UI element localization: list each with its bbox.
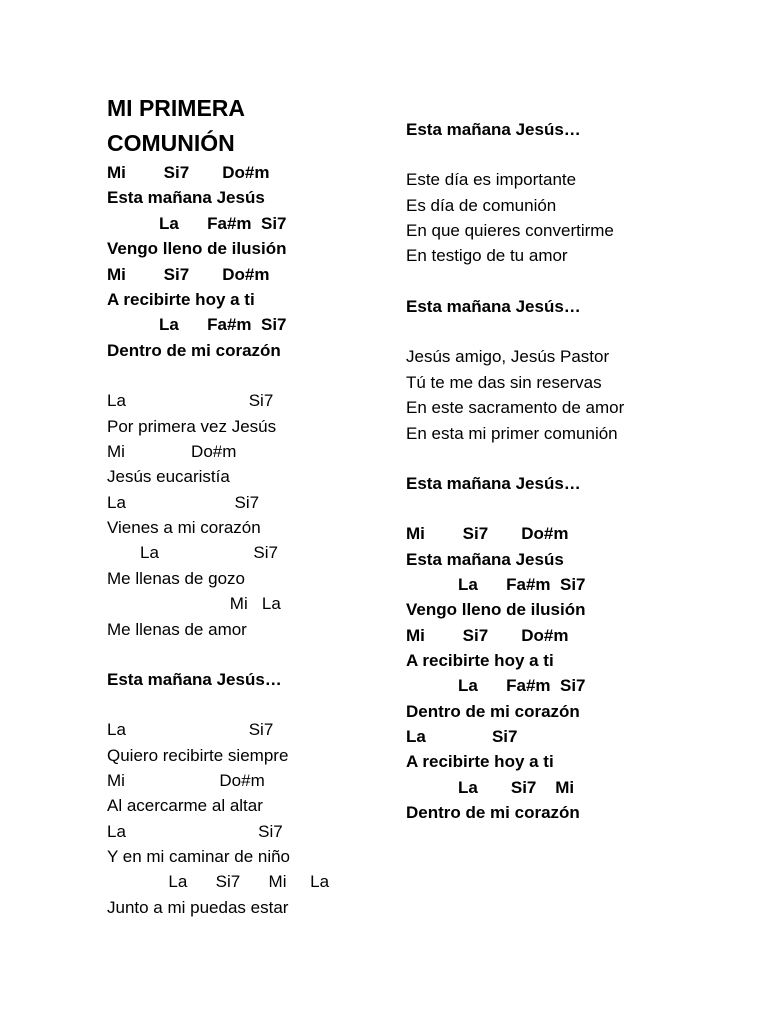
chord-line: La Si7 Mi La [107,872,330,891]
song-title-line-2: COMUNIÓN [107,130,235,156]
lyric-line: En esta mi primer comunión [406,424,618,443]
refrain-line: Esta mañana Jesús… [406,297,581,316]
lyric-line: Por primera vez Jesús [107,417,277,436]
lyric-line: Jesús eucaristía [107,467,230,486]
chord-line: La Si7 [107,543,279,562]
lyric-line: En testigo de tu amor [406,246,568,265]
lyric-line: Quiero recibirte siempre [107,746,289,765]
lyric-line: Vengo lleno de ilusión [406,600,586,619]
refrain-line: Esta mañana Jesús… [107,670,282,689]
lyric-line: Junto a mi puedas estar [107,898,289,917]
chord-line: La Fa#m Si7 [406,676,586,695]
lyric-line: Esta mañana Jesús [406,550,564,569]
lyric-line: Tú te me das sin reservas [406,373,602,392]
chord-line: Mi Si7 Do#m [107,265,270,284]
lyric-line: Dentro de mi corazón [406,803,580,822]
chord-line: La Si7 [107,720,274,739]
lyric-line: Este día es importante [406,170,577,189]
lyric-line: Me llenas de amor [107,620,247,639]
chord-line: La Fa#m Si7 [107,315,287,334]
lyric-line: Esta mañana Jesús [107,188,265,207]
chord-line: Mi Do#m [107,442,237,461]
chord-line: La Si7 [107,493,260,512]
lyric-line: A recibirte hoy a ti [406,752,554,771]
chord-line: La Fa#m Si7 [107,214,287,233]
lyric-line: Jesús amigo, Jesús Pastor [406,347,610,366]
lyric-line: A recibirte hoy a ti [406,651,554,670]
lyric-line: Vengo lleno de ilusión [107,239,287,258]
lyric-line: A recibirte hoy a ti [107,290,255,309]
chord-line: La Si7 [406,727,518,746]
chord-line: Mi Do#m [107,771,265,790]
left-column [107,0,397,1024]
lyric-line: En este sacramento de amor [406,398,625,417]
lyric-line: Vienes a mi corazón [107,518,261,537]
refrain-line: Esta mañana Jesús… [406,120,581,139]
chord-line: Mi Si7 Do#m [406,524,569,543]
lyric-line: Al acercarme al altar [107,796,263,815]
right-column [406,0,756,1024]
refrain-line: Esta mañana Jesús… [406,474,581,493]
chord-line: La Fa#m Si7 [406,575,586,594]
chord-line: Mi Si7 Do#m [406,626,569,645]
chord-line: La Si7 Mi [406,778,575,797]
lyric-line: En que quieres convertirme [406,221,614,240]
chord-line: Mi La [107,594,281,613]
lyric-line: Es día de comunión [406,196,557,215]
song-title-line-1: MI PRIMERA [107,95,245,121]
lyric-line: Dentro de mi corazón [107,341,281,360]
chord-line: La Si7 [107,822,283,841]
chord-line: Mi Si7 Do#m [107,163,270,182]
lyric-line: Y en mi caminar de niño [107,847,291,866]
lyric-line: Me llenas de gozo [107,569,245,588]
lyric-line: Dentro de mi corazón [406,702,580,721]
chord-line: La Si7 [107,391,274,410]
